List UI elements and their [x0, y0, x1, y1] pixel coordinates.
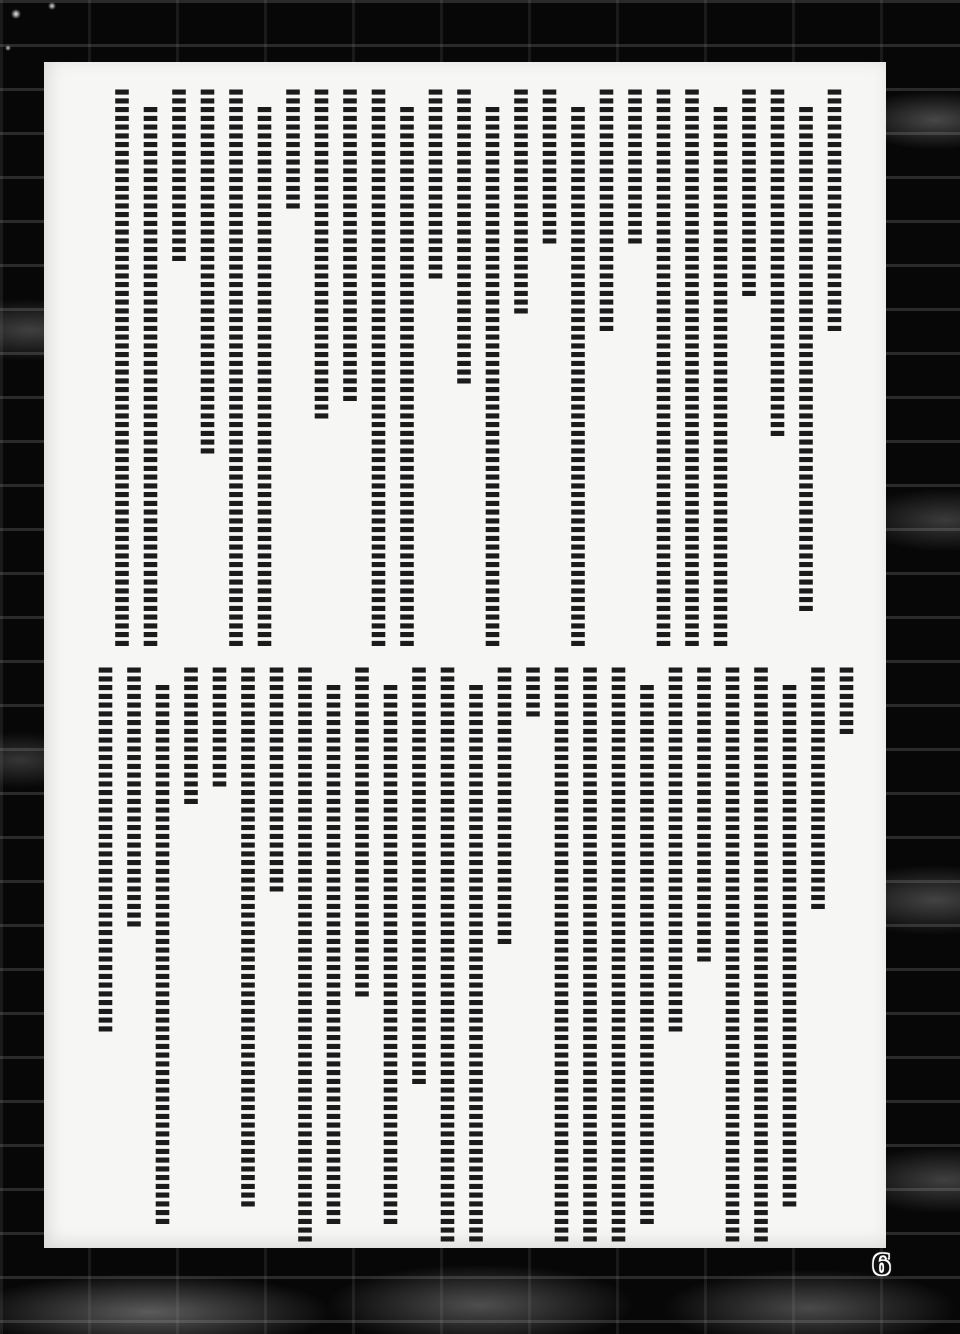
text-column: 〓〓〓〓〓〓〓〓〓〓〓〓〓〓〓〓〓〓〓〓〓	[93, 666, 113, 1034]
text-column: 〓〓〓〓〓〓〓〓〓〓〓〓〓〓〓〓〓〓〓〓〓〓〓〓〓〓〓〓〓〓〓	[480, 88, 500, 648]
text-column: 〓〓〓〓〓〓〓〓〓	[622, 88, 643, 246]
text-column: 〓〓〓〓〓〓〓〓〓〓〓〓〓〓	[594, 88, 614, 333]
text-column: 〓〓〓〓〓〓〓〓〓〓〓〓〓〓〓〓〓〓〓〓〓〓〓〓〓〓〓〓〓〓〓〓〓	[435, 666, 455, 1244]
text-column: 〓〓〓〓〓〓〓〓〓〓〓〓〓〓〓〓〓	[451, 88, 472, 386]
text-column: 〓〓〓〓〓〓〓〓〓〓〓〓〓〓〓〓〓〓〓〓〓〓〓〓	[406, 666, 427, 1086]
text-column: 〓〓〓〓〓〓〓〓〓〓〓〓〓〓〓〓〓〓〓〓〓〓〓〓〓〓〓〓〓〓〓〓〓	[606, 666, 626, 1244]
text-column: 〓〓〓〓〓〓〓〓〓〓〓〓〓〓〓〓〓〓〓〓〓〓〓〓〓〓〓〓〓〓〓〓〓	[549, 666, 569, 1244]
text-column: 〓〓〓〓〓〓〓〓〓〓〓〓〓〓〓〓〓〓〓〓〓〓〓〓〓〓〓〓〓〓〓	[378, 666, 398, 1226]
text-column: 〓〓〓〓〓〓〓〓〓〓〓〓〓〓〓〓〓〓〓〓〓〓〓〓〓〓〓〓〓〓〓	[252, 88, 272, 648]
text-column: 〓〓〓〓〓〓〓〓〓〓〓〓〓〓〓〓〓〓〓〓〓〓〓〓〓〓〓〓〓〓〓〓〓	[577, 666, 598, 1244]
text-column: 〓〓〓〓〓〓〓〓〓〓〓〓〓〓〓〓〓〓〓	[349, 666, 370, 999]
text-column: 〓〓〓〓〓〓〓〓〓〓〓〓〓〓〓〓〓〓〓〓〓〓〓〓〓〓〓〓〓〓〓	[321, 666, 341, 1226]
text-column: 〓〓〓〓〓〓〓〓〓〓〓〓〓〓〓〓〓〓〓〓〓〓〓〓〓〓〓〓〓	[793, 88, 814, 613]
text-column: 〓〓〓〓〓〓〓〓〓〓〓〓〓〓〓〓〓〓〓〓〓〓〓〓〓〓〓〓〓〓〓	[708, 88, 728, 648]
text-column: 〓〓〓〓〓〓〓〓〓〓〓〓〓〓〓〓〓〓〓	[309, 88, 329, 421]
text-column: 〓〓〓〓〓〓〓〓〓〓〓〓〓〓〓〓	[492, 666, 512, 946]
text-column: 〓〓〓〓〓〓〓〓〓〓〓〓	[736, 88, 757, 298]
text-column: 〓〓〓〓〓〓〓〓〓〓〓〓〓〓〓〓〓〓〓〓〓〓〓〓〓〓〓〓〓〓〓〓〓	[748, 666, 769, 1244]
text-column: 〓〓〓〓〓〓〓〓〓〓〓〓〓	[264, 666, 284, 894]
text-column: 〓〓〓〓〓〓〓〓〓〓	[166, 88, 187, 263]
text-column: 〓〓〓〓〓〓〓〓〓〓〓〓〓〓〓〓〓〓〓〓〓	[663, 666, 683, 1034]
text-column: 〓〓〓〓〓〓〓〓〓〓〓〓〓〓〓〓〓〓〓〓〓〓〓〓〓〓〓〓〓〓〓	[634, 666, 655, 1226]
text-column: 〓〓〓〓〓〓〓〓〓〓〓〓〓	[508, 88, 529, 316]
text-column: 〓〓〓〓	[834, 666, 854, 736]
text-column: 〓〓〓〓〓〓〓〓〓〓〓〓〓〓〓〓〓〓〓〓〓〓〓〓〓〓〓〓〓〓〓〓	[109, 88, 130, 648]
scanned-page	[44, 62, 886, 1248]
text-column: 〓〓〓〓〓〓〓〓〓〓〓〓〓〓〓〓〓〓〓〓〓〓〓〓〓〓〓〓〓〓〓〓	[366, 88, 386, 648]
text-column: 〓〓〓〓〓〓〓	[207, 666, 227, 789]
text-column: 〓〓〓〓〓〓〓〓〓〓〓〓〓〓〓〓〓〓〓〓〓〓〓〓〓〓〓〓〓〓〓〓	[651, 88, 671, 648]
text-column: 〓〓〓〓〓〓〓〓〓〓〓〓〓〓〓〓〓〓	[337, 88, 358, 403]
text-column: 〓〓〓〓〓〓〓〓〓〓〓〓〓〓〓〓〓〓〓〓〓〓〓〓〓〓〓〓〓〓〓〓	[679, 88, 700, 648]
text-column: 〓〓〓	[520, 666, 541, 719]
text-column: 〓〓〓〓〓〓〓〓〓〓〓〓〓〓〓〓〓〓〓〓〓〓〓〓〓〓〓〓〓〓〓〓	[223, 88, 244, 648]
text-column: 〓〓〓〓〓〓〓〓	[178, 666, 199, 806]
text-column: 〓〓〓〓〓〓〓〓〓〓〓〓〓〓〓〓〓	[691, 666, 712, 964]
text-column: 〓〓〓〓〓〓〓〓〓〓〓〓〓〓〓〓〓〓〓〓〓	[195, 88, 215, 456]
text-column: 〓〓〓〓〓〓〓〓〓〓〓〓〓〓〓〓〓〓〓〓〓〓〓〓〓〓〓〓〓〓〓〓	[463, 666, 484, 1244]
text-column: 〓〓〓〓〓〓〓〓〓〓〓〓〓〓〓〓〓〓〓〓〓〓〓〓〓〓〓〓〓〓	[777, 666, 797, 1209]
text-column: 〓〓〓〓〓〓〓〓〓〓〓〓〓〓〓〓〓〓〓〓〓〓〓〓〓〓〓〓〓〓〓〓〓	[720, 666, 740, 1244]
text-block-bottom	[89, 666, 859, 1248]
text-column: 〓〓〓〓〓〓〓	[280, 88, 301, 211]
text-column: 〓〓〓〓〓〓〓〓〓〓〓〓〓〓	[805, 666, 826, 911]
text-column: 〓〓〓〓〓〓〓〓〓〓〓〓〓〓〓〓〓〓〓〓〓〓〓〓〓〓〓〓〓〓〓	[138, 88, 158, 648]
text-column: 〓〓〓〓〓〓〓〓〓	[537, 88, 557, 246]
text-column: 〓〓〓〓〓〓〓〓〓〓〓〓〓〓〓〓〓〓〓〓〓〓〓〓〓〓〓〓〓〓〓	[150, 666, 170, 1226]
text-column: 〓〓〓〓〓〓〓〓〓〓〓〓〓〓〓〓〓〓〓〓〓〓〓〓〓〓〓〓〓〓〓	[394, 88, 415, 648]
text-column: 〓〓〓〓〓〓〓〓〓〓〓	[423, 88, 443, 281]
text-column: 〓〓〓〓〓〓〓〓〓〓〓〓〓〓〓〓〓〓〓〓〓〓〓〓〓〓〓〓〓〓〓〓〓	[292, 666, 313, 1244]
text-block-top	[105, 88, 846, 654]
text-column: 〓〓〓〓〓〓〓〓〓〓〓〓〓〓〓〓〓〓〓〓〓〓〓〓〓〓〓〓〓〓〓	[235, 666, 256, 1209]
text-column: 〓〓〓〓〓〓〓〓〓〓〓〓〓〓〓〓〓〓〓〓〓〓〓〓〓〓〓〓〓〓〓	[565, 88, 586, 648]
text-column: 〓〓〓〓〓〓〓〓〓〓〓〓〓〓〓〓〓〓〓〓	[765, 88, 785, 438]
page-number: 6	[872, 1250, 891, 1281]
text-column: 〓〓〓〓〓〓〓〓〓〓〓〓〓〓	[822, 88, 842, 333]
text-column: 〓〓〓〓〓〓〓〓〓〓〓〓〓〓〓	[121, 666, 142, 929]
